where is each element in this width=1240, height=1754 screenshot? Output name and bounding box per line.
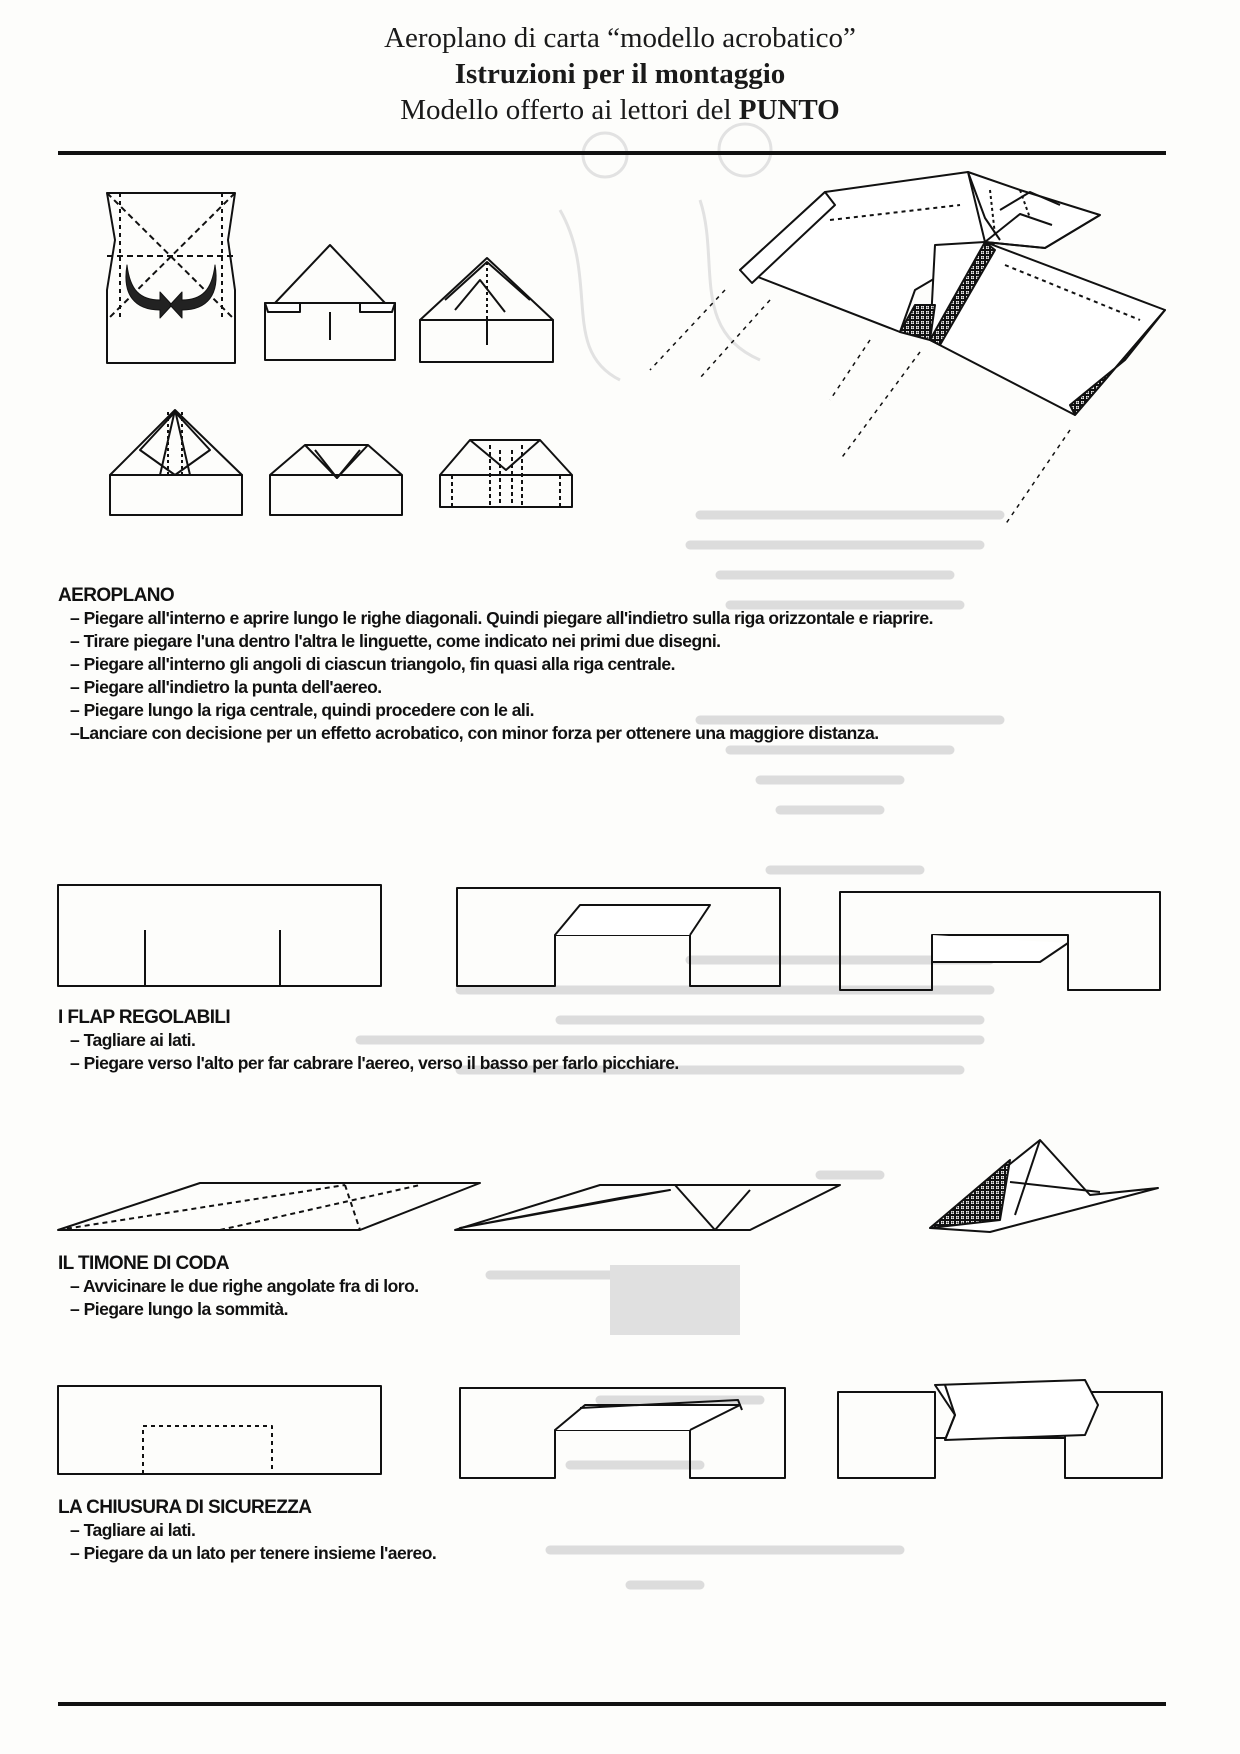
title-line: Aeroplano di carta “modello acrobatico”: [384, 22, 856, 54]
instruction-list: [58, 1029, 1178, 1075]
flap-step-2: [457, 888, 780, 986]
rudder-step-1: [58, 1183, 480, 1230]
offer-line-prefix: Modello offerto ai lettori del: [400, 94, 739, 126]
lock-step-1: [58, 1386, 381, 1474]
lock-step-3: [838, 1380, 1162, 1478]
section-title: LA CHIUSURA DI SICUREZZA: [58, 1497, 312, 1518]
flap-step-1: [58, 885, 381, 986]
list-item: – Piegare da un lato per tenere insieme l'aereo.: [70, 1543, 437, 1563]
instruction-list: [58, 607, 1178, 745]
section-flap: [58, 1006, 1178, 1075]
assembled-plane: [740, 172, 1165, 415]
list-item: – Piegare lungo la sommità.: [70, 1299, 288, 1319]
section-title: I FLAP REGOLABILI: [58, 1007, 231, 1028]
list-item: – Tirare piegare l'una dentro l'altra le linguette, come indicato nei primi due disegni.: [70, 631, 721, 651]
section-title: IL TIMONE DI CODA: [58, 1253, 230, 1274]
section-aeroplano: [58, 584, 1178, 745]
list-item: – Tagliare ai lati.: [70, 1030, 196, 1050]
lock-step-2: [460, 1388, 785, 1478]
list-item: – Piegare all'indietro la punta dell'aereo.: [70, 677, 382, 697]
flap-step-3: [840, 892, 1160, 990]
fold-step-2: [265, 245, 395, 360]
list-item: – Avvicinare le due righe angolate fra di loro.: [70, 1276, 419, 1296]
section-title: AEROPLANO: [58, 585, 174, 606]
list-item: – Piegare all'interno e aprire lungo le righe diagonali. Quindi piegare all'indietro sulla riga orizzontale e riaprire.: [70, 608, 933, 628]
instruction-list: [58, 1275, 1178, 1321]
list-item: – Piegare verso l'alto per far cabrare l'aereo, verso il basso per farlo picchiare.: [70, 1053, 679, 1073]
list-item: – Tagliare ai lati.: [70, 1520, 196, 1540]
fold-step-5: [270, 445, 402, 515]
arrow-right-icon: [126, 265, 172, 318]
rudder-step-3: [930, 1140, 1158, 1232]
section-chiusura: [58, 1496, 1178, 1565]
rudder-step-2: [455, 1185, 840, 1230]
list-item: – Piegare all'interno gli angoli di ciascun triangolo, fin quasi alla riga centrale.: [70, 654, 675, 674]
fold-step-1: [107, 193, 235, 363]
section-timone: [58, 1252, 1178, 1321]
subtitle-line: Istruzioni per il montaggio: [454, 58, 786, 90]
fold-step-4: [110, 410, 242, 515]
list-item: –Lanciare con decisione per un effetto acrobatico, con minor forza per ottenere una maggiore distanza.: [70, 723, 879, 743]
publication-name: PUNTO: [738, 94, 840, 126]
fold-step-3: [420, 258, 553, 362]
fold-step-6: [440, 440, 572, 507]
instruction-list: [58, 1519, 1178, 1565]
list-item: – Piegare lungo la riga centrale, quindi procedere con le ali.: [70, 700, 535, 720]
footer-rule: [58, 1702, 1166, 1706]
arrow-left-icon: [170, 265, 216, 318]
